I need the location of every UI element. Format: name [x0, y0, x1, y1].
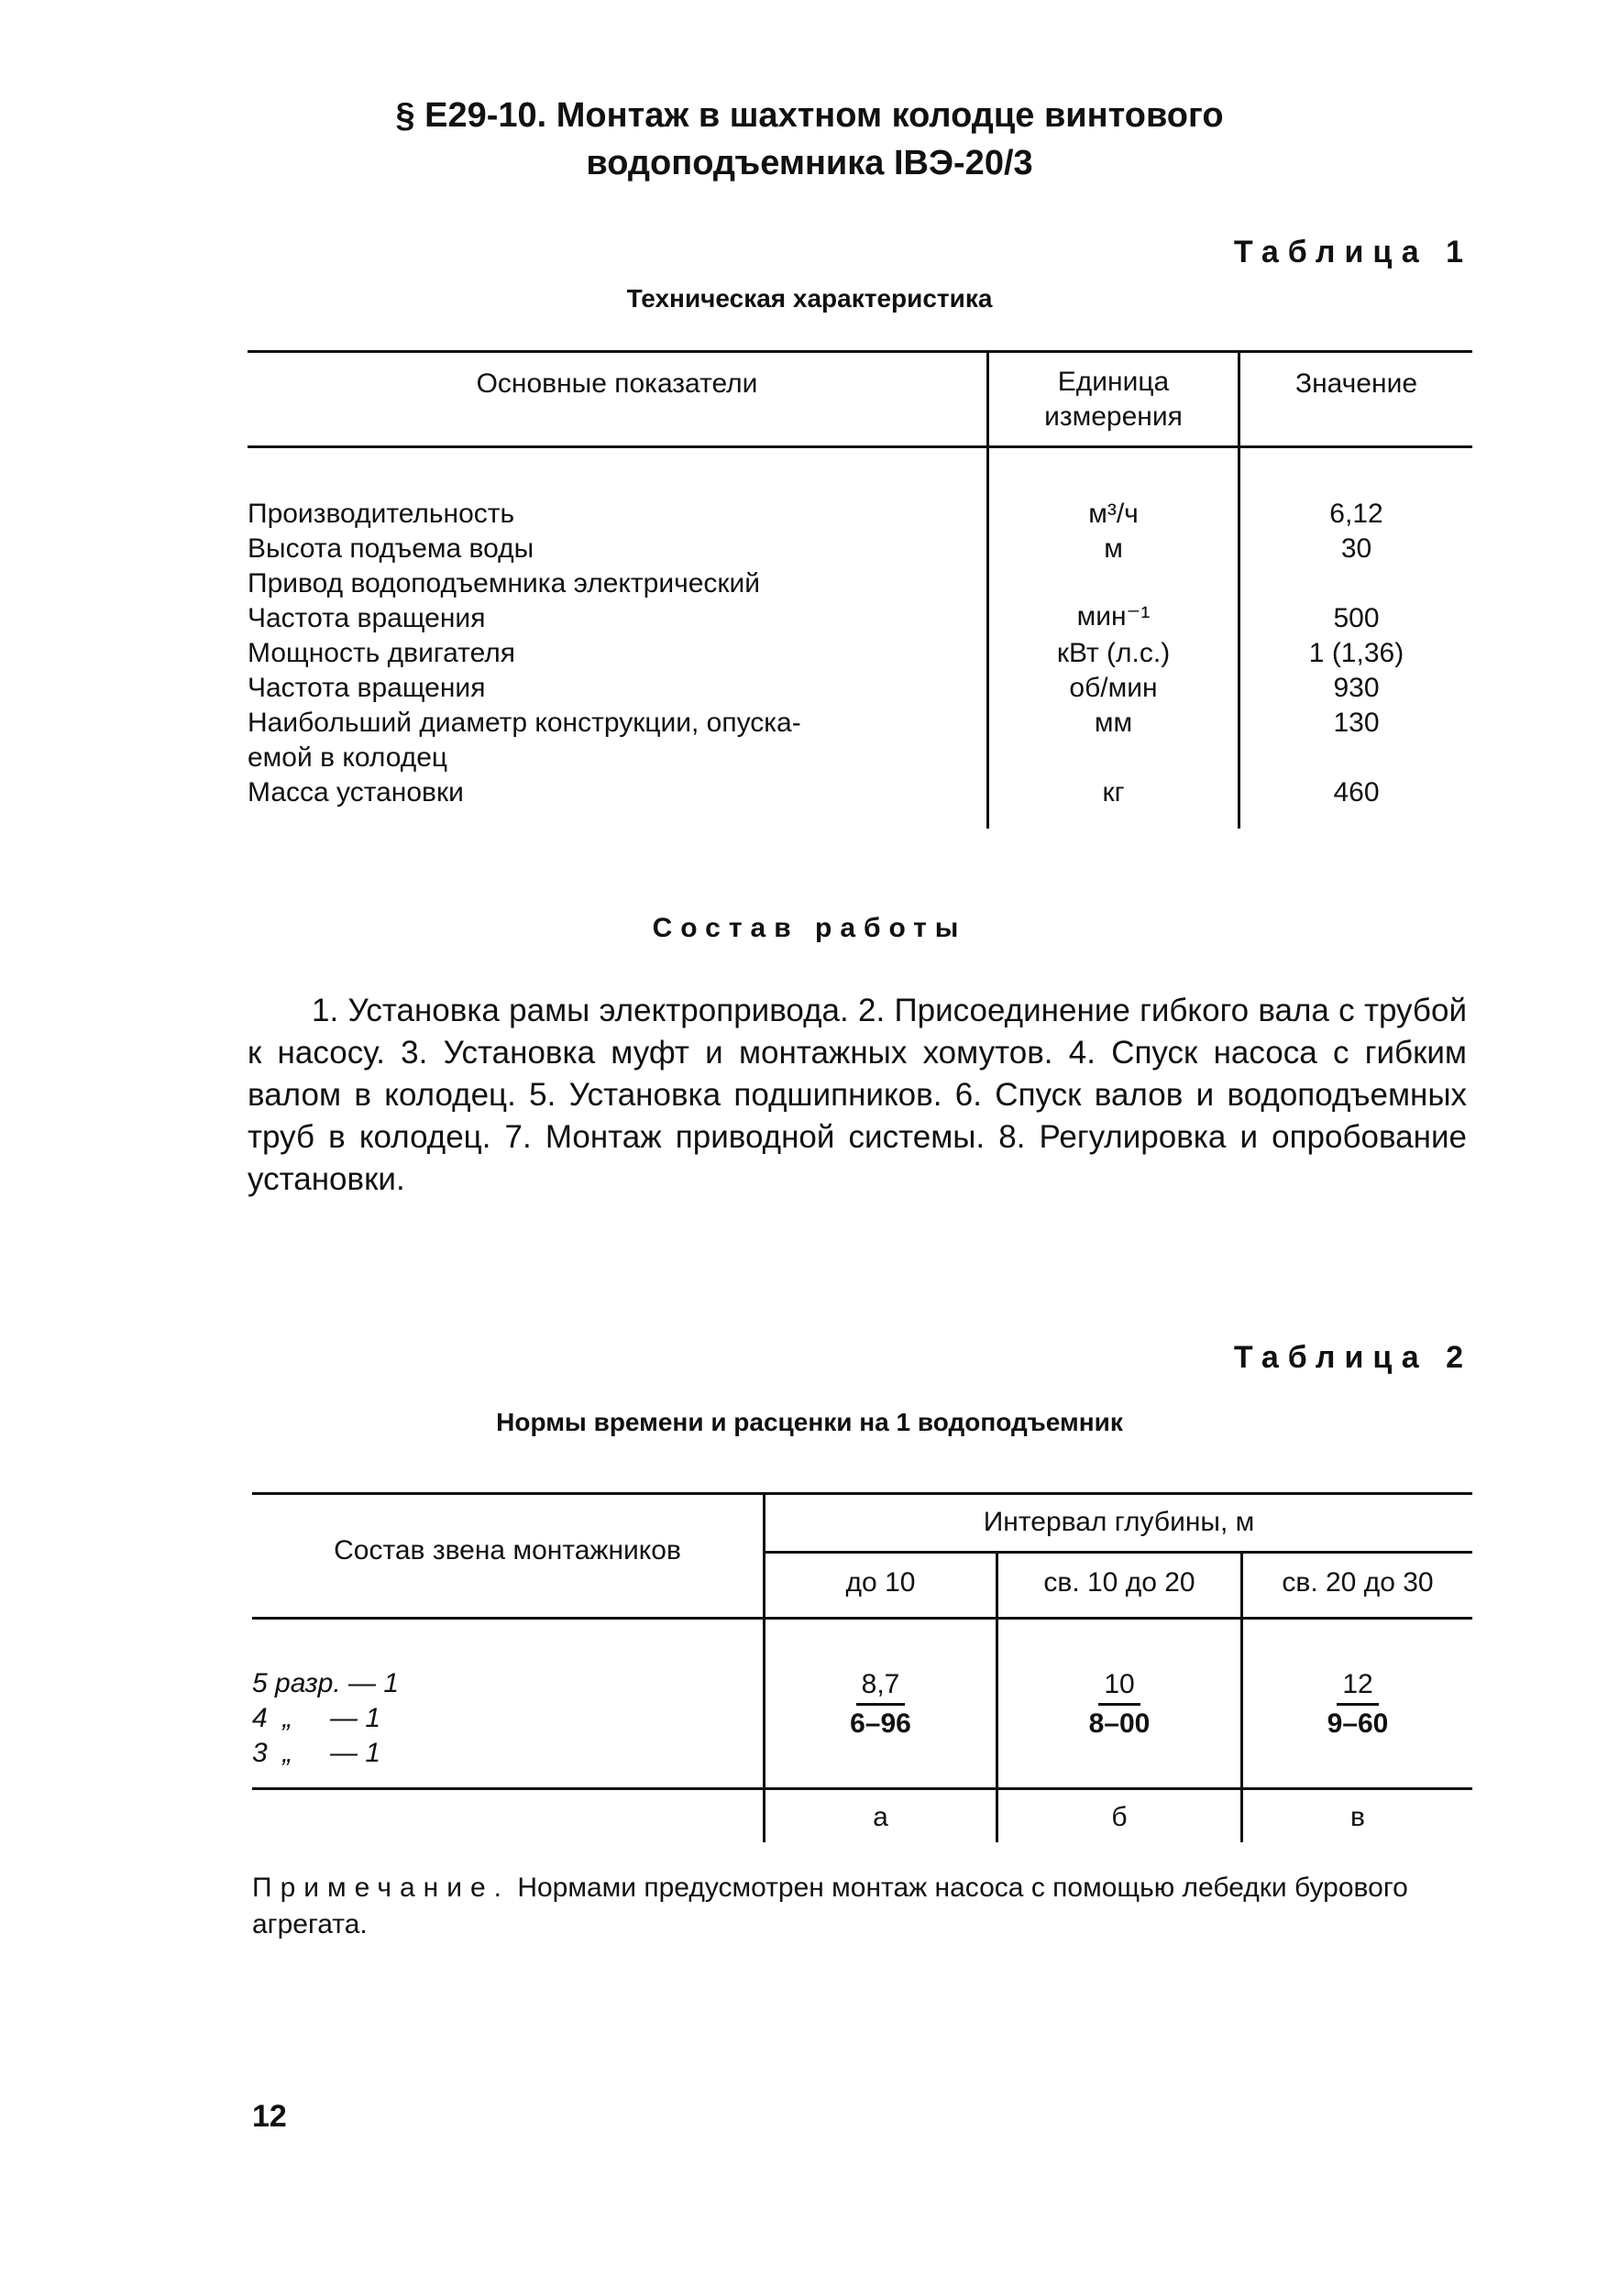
- table1-row-unit: м: [1104, 533, 1123, 564]
- table2-subheader: св. 20 до 30: [1282, 1567, 1434, 1598]
- table1-header-value: Значение: [1294, 368, 1418, 399]
- norm-time: 10: [1098, 1668, 1140, 1706]
- table1-row-value: 460: [1333, 777, 1380, 807]
- table2-header-rule: [252, 1617, 1472, 1620]
- note-text: Нормами предусмотрен монтаж насоса с помощью лебедки бурового агрегата.: [252, 1873, 1408, 1939]
- table2-header-interval: Интервал глубины, м: [983, 1507, 1255, 1537]
- table2-top-rule: [252, 1492, 1472, 1495]
- table1-col-divider-2: [1238, 350, 1240, 829]
- table1-name: Техническая характеристика: [626, 284, 993, 313]
- table1-row-name: Частота вращения: [248, 603, 486, 633]
- norm-time: 12: [1337, 1668, 1378, 1706]
- table1-header-indicators: Основные показатели: [476, 368, 758, 399]
- table1-row-value: 930: [1333, 673, 1380, 703]
- table2-caption: Таблица 2: [1233, 1340, 1472, 1375]
- column-letter: б: [1111, 1802, 1128, 1832]
- table2-name: Нормы времени и расценки на 1 водоподъемник: [496, 1408, 1123, 1436]
- norm-fraction: [1243, 1668, 1472, 1741]
- table1-row-unit: мм: [1094, 708, 1133, 738]
- table1-row-name: Производительность: [248, 499, 515, 529]
- page-number: 12: [252, 2099, 287, 2134]
- table1-row-unit: кВт (л.с.): [1056, 638, 1171, 668]
- table2-subheader: св. 10 до 20: [1043, 1567, 1195, 1598]
- crew-line: 5 разр. — 1: [252, 1668, 400, 1698]
- table1-row-name: Наибольший диаметр конструкции, опуска-: [248, 708, 801, 738]
- note-label: Примечание.: [252, 1873, 510, 1903]
- table2-col-divider-1: [763, 1492, 765, 1842]
- column-letter: в: [1350, 1802, 1365, 1832]
- table1-header-rule: [248, 445, 1472, 448]
- norm-rate: 8–00: [1088, 1708, 1151, 1739]
- section-title-line2: водоподъемника IВЭ-20/3: [586, 144, 1033, 182]
- norm-time: 8,7: [856, 1668, 906, 1706]
- table1-row-name: Масса установки: [248, 777, 464, 807]
- table1-row-value: 130: [1333, 708, 1380, 738]
- table1-caption: Таблица 1: [1233, 235, 1472, 269]
- table1-row-unit: м³/ч: [1088, 499, 1139, 529]
- section-title-line1: § Е29-10. Монтаж в шахтном колодце винтового: [395, 96, 1224, 135]
- norm-rate: 6–96: [850, 1708, 911, 1739]
- work-heading: Состав работы: [652, 913, 967, 943]
- table1-row-name: Привод водоподъемника электрический: [248, 568, 761, 599]
- table1-row-unit: мин⁻¹: [1076, 601, 1151, 632]
- table1-row-name: Мощность двигателя: [248, 638, 516, 668]
- table1-row-name: емой в колодец: [248, 742, 448, 773]
- work-text: 1. Установка рамы электропривода. 2. Присоединение гибкого вала с трубой к насосу. 3. Установка муфт и монтажных хомутов. 4. Спуск насоса с гибким валом в колодец. 5. Установка подшипников. 6. Спуск валов и водоподъемных труб в колодец. 7. Монтаж приводной системы. 8. Регулировка и опробование установки.: [248, 993, 1467, 1197]
- table2-subheader-rule: [765, 1551, 1472, 1554]
- table1-row-value: 6,12: [1329, 499, 1383, 529]
- norm-fraction: [998, 1668, 1240, 1741]
- norm-fraction: [765, 1668, 996, 1741]
- table1-row-value: 1 (1,36): [1308, 638, 1404, 668]
- table1-row-value: 30: [1340, 533, 1372, 564]
- table1-row-name: Частота вращения: [248, 673, 486, 703]
- table1-top-rule: [248, 350, 1472, 353]
- column-letter: а: [873, 1802, 888, 1832]
- table1-row-unit: об/мин: [1069, 673, 1158, 703]
- crew-line: 4 „ — 1: [252, 1703, 381, 1733]
- table2-header-crew: Состав звена монтажников: [334, 1535, 681, 1565]
- work-paragraph: [248, 990, 1467, 1201]
- table2-subheader: до 10: [845, 1567, 916, 1598]
- table1-row-name: Высота подъема воды: [248, 533, 534, 564]
- table1-row-unit: кг: [1102, 777, 1125, 807]
- table2-body-rule: [252, 1787, 1472, 1790]
- norm-rate: 9–60: [1327, 1708, 1389, 1739]
- table1-header-unit: Единица измерения: [1044, 367, 1183, 432]
- table1-row-value: 500: [1333, 603, 1380, 633]
- crew-line: 3 „ — 1: [252, 1738, 381, 1768]
- table2-note: [252, 1870, 1472, 1943]
